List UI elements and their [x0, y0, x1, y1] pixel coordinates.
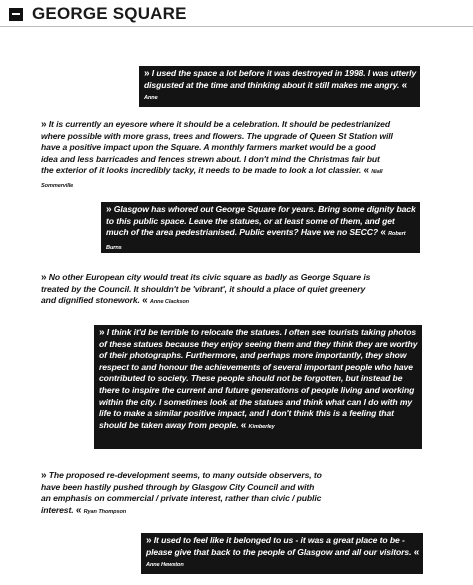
quote-close-mark: « [363, 165, 369, 177]
quote-close-mark: « [401, 79, 408, 91]
quote-author: Anne Hewston [146, 562, 184, 569]
quote-text: I think it'd be terrible to relocate the statues. I often see tourists taking photos of these statues because they enjoy seeing them and they think they are worthy of their photographs. Furthermore, and perhaps more importantly, they show respect to and honour the achievements of several important people who have contributed to society. These people should not be forgotten, but instead be there to inspire the current and future generations of people living and working within the city. I sometimes look at the statues and think what can I do with my life to make a similar positive impact, and I don't think this is a feeling that should be taken away from people. [99, 327, 418, 430]
quote-close-mark: « [240, 419, 247, 431]
quote-card-3 [101, 202, 420, 253]
quote-close-mark: « [413, 546, 420, 558]
quote-open-mark: » [41, 272, 47, 283]
quote-open-mark: » [106, 204, 112, 215]
quote-author: Niall Sommerville [41, 169, 383, 189]
quote-card-2 [41, 119, 393, 193]
page-title: GEORGE SQUARE [32, 4, 187, 23]
quote-open-mark: » [146, 535, 152, 546]
quote-open-mark: » [41, 119, 47, 130]
quote-card-6 [41, 470, 326, 518]
quote-close-mark: « [142, 295, 148, 307]
quote-text: Glasgow has whored out George Square for years. Bring some dignity back to this public space. Leave the statues, or at least some of them, and get much of the area pedestrianised. Public events? Have we no SECC? [106, 204, 416, 238]
quote-open-mark: » [99, 327, 105, 338]
menu-icon[interactable] [9, 8, 23, 21]
quote-text: It is currently an eyesore where it should be a celebration. It should be pedestrianized where possible with more grass, trees and flowers. The upgrade of Queen St Station will have a positive impact upon the Square. A monthly farmers market would be a good idea and less barricades and fences strewn about. I don't mind the Christmas fair but the exterior of it looks incredibly tacky, it needs to be made to look a lot classier. [41, 119, 393, 176]
header-divider [0, 26, 473, 27]
quote-author: Anne [144, 95, 158, 102]
quote-card-4 [41, 272, 371, 309]
quote-open-mark: » [41, 470, 47, 481]
quote-open-mark: » [144, 68, 150, 79]
quote-text: The proposed re-development seems, to many outside observers, to have been hastily pushed through by Glasgow City Council and with an emphasis on commercial / private interest, rather than civic / public interest. [41, 470, 322, 515]
quote-text: I used the space a lot before it was destroyed in 1998. I was utterly disgusted at the time and thinking about it still makes me angry. [144, 68, 417, 90]
quote-close-mark: « [75, 504, 82, 516]
quote-card-5 [94, 325, 422, 449]
quote-author: Kimberley [248, 423, 275, 430]
quote-text: No other European city would treat its civic square as badly as George Square is treated by the Council. It shouldn't be 'vibrant', it should a place of quiet greenery and dignified stonework. [41, 272, 371, 306]
quote-author: Robert Burns [106, 231, 406, 251]
quote-card-7 [141, 533, 423, 574]
quote-author: Anne Clackson [149, 299, 190, 306]
page-header [9, 4, 187, 24]
quote-text: It used to feel like it belonged to us - it was a great place to be - please give that back to the people of Glasgow and all our visitors. [146, 535, 412, 557]
quote-author: Ryan Thompson [83, 508, 127, 515]
quote-card-1 [139, 66, 420, 107]
quote-close-mark: « [380, 227, 386, 239]
